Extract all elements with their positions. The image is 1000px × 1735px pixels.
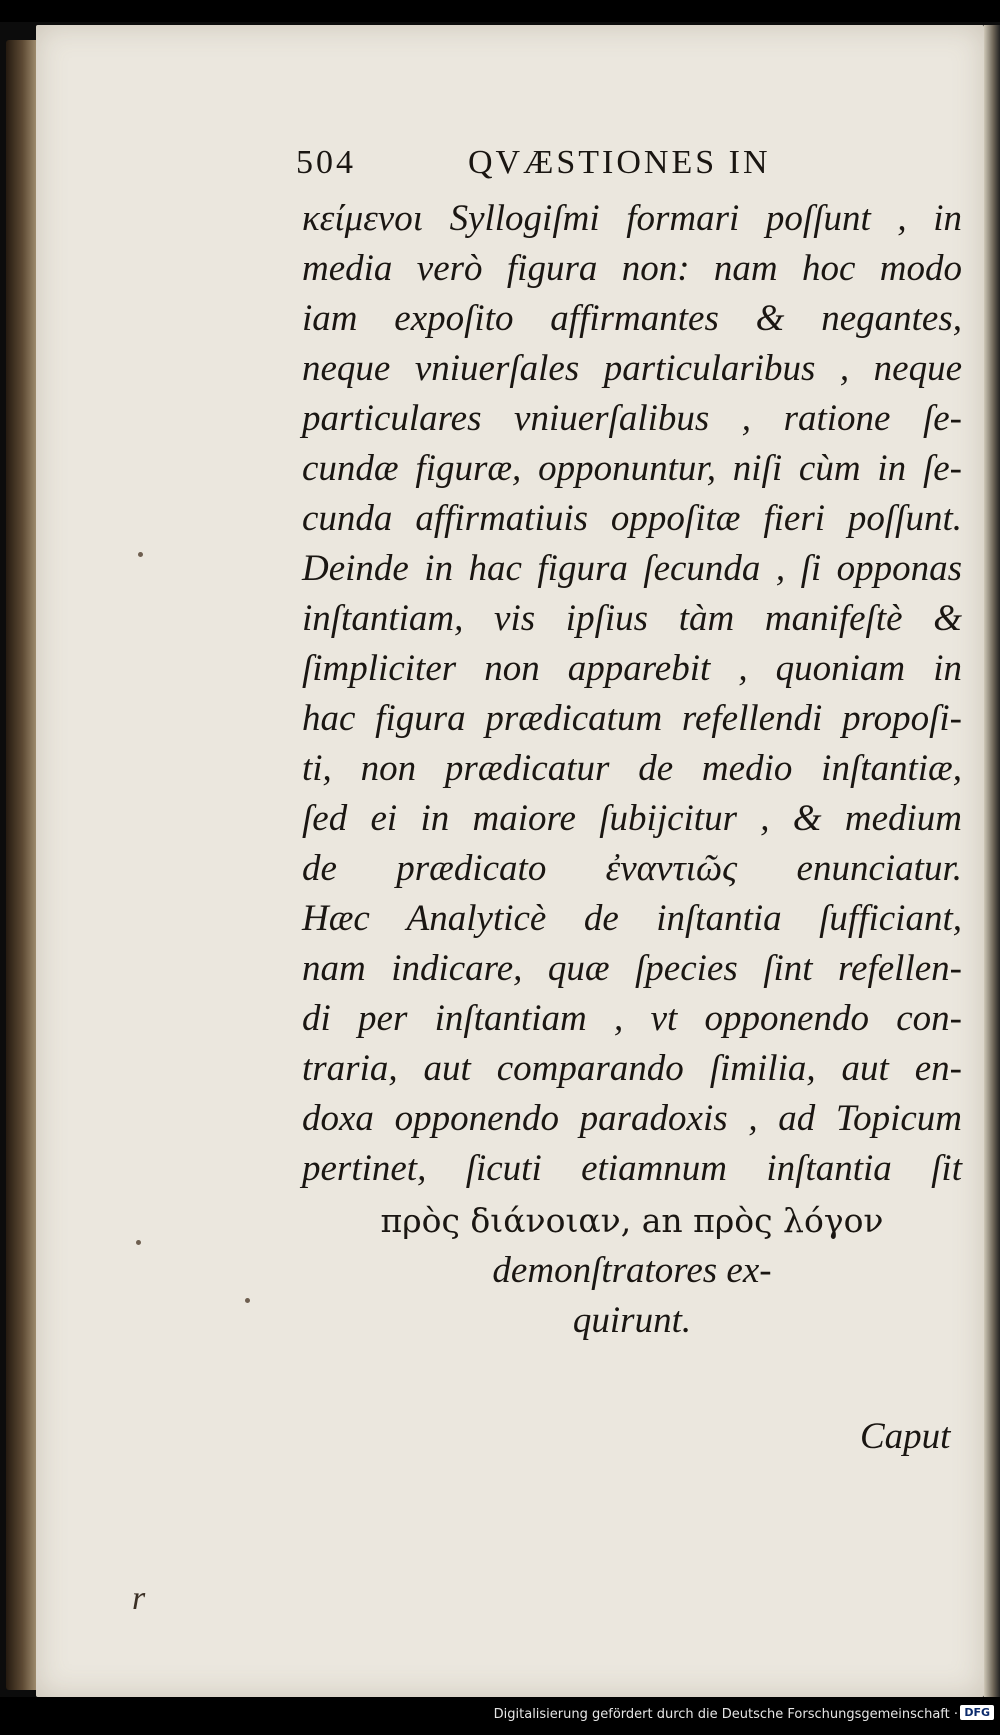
text-line-16: nam indicare, quæ ſpecies ſint refellen-	[302, 948, 962, 989]
text-line-6: cundæ figuræ, opponuntur, niſi cùm in ſe-	[302, 448, 962, 489]
text-line-7: cunda affirmatiuis oppoſitæ fieri poſſunt.	[302, 498, 962, 539]
paper-speck	[136, 1240, 141, 1245]
page-edge	[984, 25, 1000, 1697]
running-head	[296, 144, 856, 190]
text-line-4: neque vniuerſales particularibus , neque	[302, 348, 962, 389]
text-line-17: di per inſtantiam , vt opponendo con-	[302, 998, 962, 1039]
page-number: 504	[296, 144, 356, 181]
top-border	[0, 0, 1000, 22]
text-line-1: κείμενοι Syllogiſmi formari poſſunt , in	[302, 198, 962, 239]
catchword: Caput	[860, 1416, 951, 1457]
text-line-18: traria, aut comparando ſimilia, aut en-	[302, 1048, 962, 1089]
text-line-8: Deinde in hac figura ſecunda , ſi opponas	[302, 548, 962, 589]
paper-speck	[245, 1298, 250, 1303]
text-line-14: de prædicato ἐναντιῶς enunciatur.	[302, 848, 962, 889]
text-line-13: ſed ei in maiore ſubijcitur , & medium	[302, 798, 962, 839]
text-line-greek: πρὸς διάνοιαν, an πρὸς λόγον	[380, 1201, 884, 1240]
book-spine	[6, 40, 36, 1690]
text-line-23: quirunt.	[572, 1300, 692, 1341]
text-line-22: demonſtratores ex-	[492, 1250, 772, 1291]
text-line-12: ti, non prædicatur de medio inſtantiæ,	[302, 748, 962, 789]
text-line-15: Hæc Analyticè de inſtantia ſufficiant,	[302, 898, 962, 939]
dfg-logo: DFG	[960, 1705, 994, 1720]
text-line-19: doxa opponendo paradoxis , ad Topicum	[302, 1098, 962, 1139]
footer-bar	[0, 1697, 1000, 1735]
text-line-2: media verò figura non: nam hoc modo	[302, 248, 962, 289]
text-line-5: particulares vniuerſalibus , ratione ſe-	[302, 398, 962, 439]
text-line-20: pertinet, ſicuti etiamnum inſtantia ſit	[302, 1148, 962, 1189]
text-line-11: hac figura prædicatum refellendi propoſi-	[302, 698, 962, 739]
text-line-9: inſtantiam, vis ipſius tàm manifeſtè &	[302, 598, 962, 639]
running-head-title: QVÆSTIONES IN	[468, 144, 771, 181]
margin-ink-mark: r	[132, 1580, 146, 1617]
footer-credit: Digitalisierung gefördert durch die Deutsche Forschungsgemeinschaft ·	[493, 1707, 958, 1722]
paper-speck	[138, 552, 143, 557]
text-line-3: iam expoſito affirmantes & negantes,	[302, 298, 962, 339]
text-line-10: ſimpliciter non apparebit , quoniam in	[302, 648, 962, 689]
